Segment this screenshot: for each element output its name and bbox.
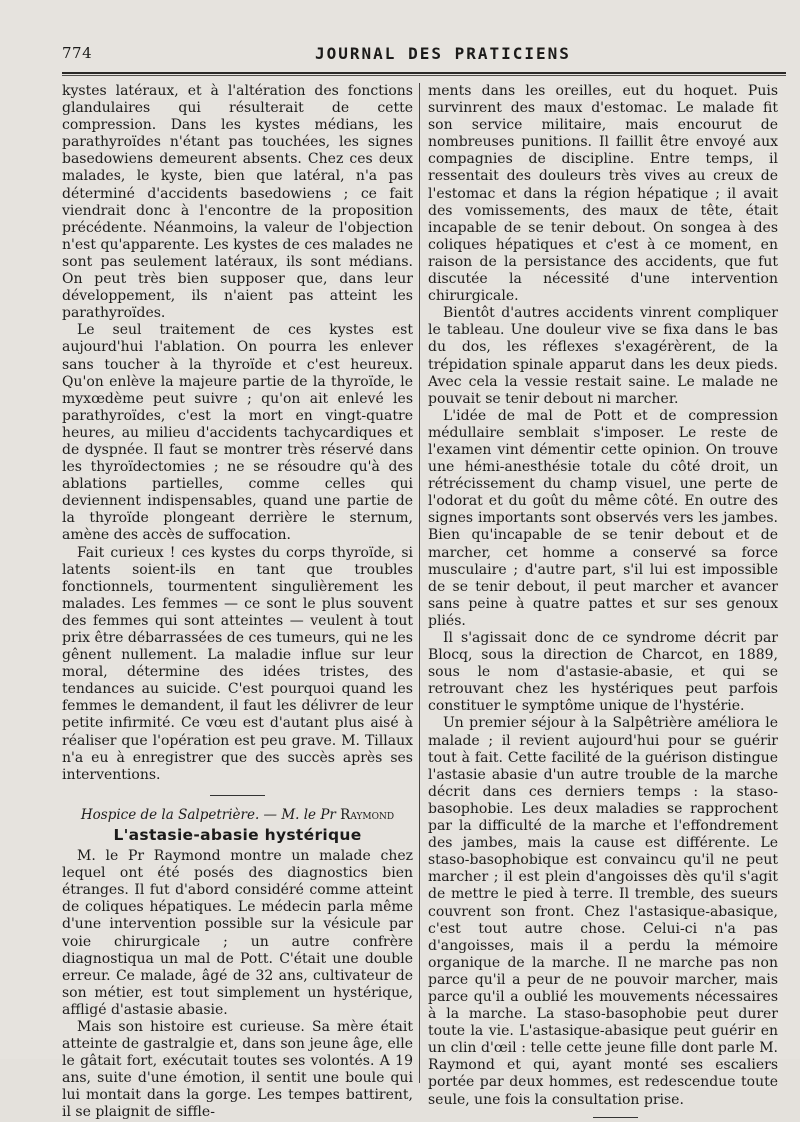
paragraph: Fait curieux ! ces kystes du corps thyroïde, si latents soient-ils en tant que troubles fonctionnels, tourmentent singulièrement les malades. Les femmes — ce sont le plus souvent des femmes qui sont atteintes — veulent à tout prix être débarrassées de ces tumeurs, qui ne les gênent nullement. La maladie influe sur leur moral, détermine des idées tristes, des tendances au suicide. C'est pourquoi quand les femmes le demandent, il faut les délivrer de leur petite infirmité. Ce vœu est d'autant plus aisé à réaliser que l'opération est peu grave. M. Tillaux n'a eu à enregistrer que des succès après ses interventions.: [62, 544, 413, 783]
paragraph: Mais son histoire est curieuse. Sa mère était atteinte de gastralgie et, dans son jeune âge, elle le gâtait fort, exécutait toutes ses volontés. A 19 ans, suite d'une émotion, il sentit une boule qui lui montait dans la gorge. Les tempes battirent, il se plaignit de siffle-: [62, 1018, 413, 1121]
section-title: L'astasie-abasie hystérique: [113, 825, 362, 844]
running-title: JOURNAL DES PRATICIENS: [315, 44, 571, 63]
paragraph: ments dans les oreilles, eut du hoquet. Puis survinrent des maux d'estomac. Le malade fit son service militaire, mais encourut de nombreuses punitions. Il faillit être envoyé aux compagnies de discipline. Entre temps, il ressentait des douleurs très vives au creux de l'estomac et dans la région hépatique ; il avait des vomissements, des maux de tête, était incapable de se tenir debout. On songea à des coliques hépatiques et c'est à ce moment, en raison de la persistance des accidents, que fut discutée la nécessité d'une intervention chirurgicale.: [428, 83, 778, 305]
lecture-attribution: [62, 807, 413, 824]
right-column: [428, 83, 778, 1118]
paragraph: kystes latéraux, et à l'altération des fonctions glandulaires qui résulterait de cette compression. Dans les kystes médians, les parathyroïdes n'étant pas touchées, les signes basedowiens demeurent absents. Chez ces deux malades, le kyste, bien que latéral, n'a pas déterminé d'accidents basedowiens ; ce fait viendrait donc à l'encontre de la proposition précédente. Néanmoins, la valeur de l'objection n'est qu'apparente. Les kystes de ces malades ne sont pas seulement latéraux, ils sont médians. On peut très bien supposer que, dans leur développement, ils n'aient pas atteint les parathyroïdes.: [62, 83, 413, 322]
header-rule: [62, 72, 786, 74]
hospital-name: Hospice de la Salpetrière. — M. le Pr: [80, 806, 336, 823]
paragraph: M. le Pr Raymond montre un malade chez lequel ont été posés des diagnostics bien étranges. Il fut d'abord considéré comme atteint de coliques hépatiques. Le médecin parla même d'une intervention possible sur la vésicule par voie chirurgicale ; un autre confrère diagnostiqua un mal de Pott. C'était une double erreur. Ce malade, âgé de 32 ans, cultivateur de son métier, est tout simplement un hystérique, affligé d'astasie abasie.: [62, 848, 413, 1018]
page-number: 774: [62, 44, 93, 62]
section-separator: [210, 795, 265, 796]
paragraph: Il s'agissait donc de ce syndrome décrit par Blocq, sous la direction de Charcot, en 1889, sous le nom d'astasie-abasie, et qui se retrouvant chez les hystériques peut parfois constituer le symptôme unique de l'hystérie.: [428, 630, 778, 715]
header-rule-thin: [62, 75, 786, 76]
paragraph: Le seul traitement de ces kystes est aujourd'hui l'ablation. On pourra les enlever sans toucher à la thyroïde et c'est heureux. Qu'on enlève la majeure partie de la thyroïde, le myxœdème peut suivre ; qu'on ait enlevé les parathyroïdes, c'est la mort en vingt-quatre heures, au milieu d'accidents tachycardiques et de dyspnée. Il faut se montrer très réservé dans les thyroïdectomies ; ne se résoudre qu'à des ablations partielles, comme celles qui deviennent indispensables, quand une partie de la thyroïde plongeant derrière le sternum, amène des accès de suffocation.: [62, 322, 413, 544]
paragraph: L'idée de mal de Pott et de compression médullaire semblait s'imposer. Le reste de l'examen vint démentir cette opinion. On trouve une hémi-anesthésie totale du côté droit, un rétrécissement du champ visuel, une perte de l'odorat et du goût du même côté. En outre des signes importants sont observés vers les jambes. Bien qu'incapable de se tenir debout et de marcher, cet homme a conservé sa force musculaire ; d'autre part, s'il lui est impossible de se tenir debout, il peut marcher et avancer sans peine à quatre pattes et sur ses genoux pliés.: [428, 407, 778, 629]
column-divider: [419, 83, 420, 1083]
left-column: [62, 83, 413, 1122]
article-end-rule: [593, 1117, 638, 1118]
page-header: [62, 44, 786, 70]
speaker-name: Raymond: [340, 806, 395, 823]
paragraph: Bientôt d'autres accidents vinrent compliquer le tableau. Une douleur vive se fixa dans le bas du dos, les réflexes s'exagérèrent, de la trépidation spinale apparut dans les deux pieds. Avec cela la vessie restait saine. Le malade ne pouvait se tenir debout ni marcher.: [428, 305, 778, 407]
paragraph: Un premier séjour à la Salpêtrière améliora le malade ; il revient aujourd'hui pour se guérir tout à fait. Cette facilité de la guérison distingue l'astasie abasie d'un autre trouble de la marche décrit dans ces derniers temps : la staso-basophobie. Les deux maladies se rapprochent par la difficulté de la marche et l'effondrement des jambes, mais la cause est différente. Le staso-basophobique est convaincu qu'il ne peut marcher ; il est plein d'angoisses dès qu'il s'agit de mettre le pied à terre. Il tremble, des sueurs couvrent son front. Chez l'astasique-abasique, c'est tout autre chose. Celui-ci n'a pas d'angoisses, mais il a perdu la mémoire organique de la marche. Il ne marche pas non parce qu'il a peur de ne pouvoir marcher, mais parce qu'il a oublié les mouvements nécessaires à la marche. La staso-basophobie peut durer toute la vie. L'astasique-abasique peut guérir en un clin d'œil : telle cette jeune fille dont parle M. Raymond et qui, ayant monté ses escaliers portée par deux hommes, est redescendue toute seule, une fois la consultation prise.: [428, 715, 778, 1108]
